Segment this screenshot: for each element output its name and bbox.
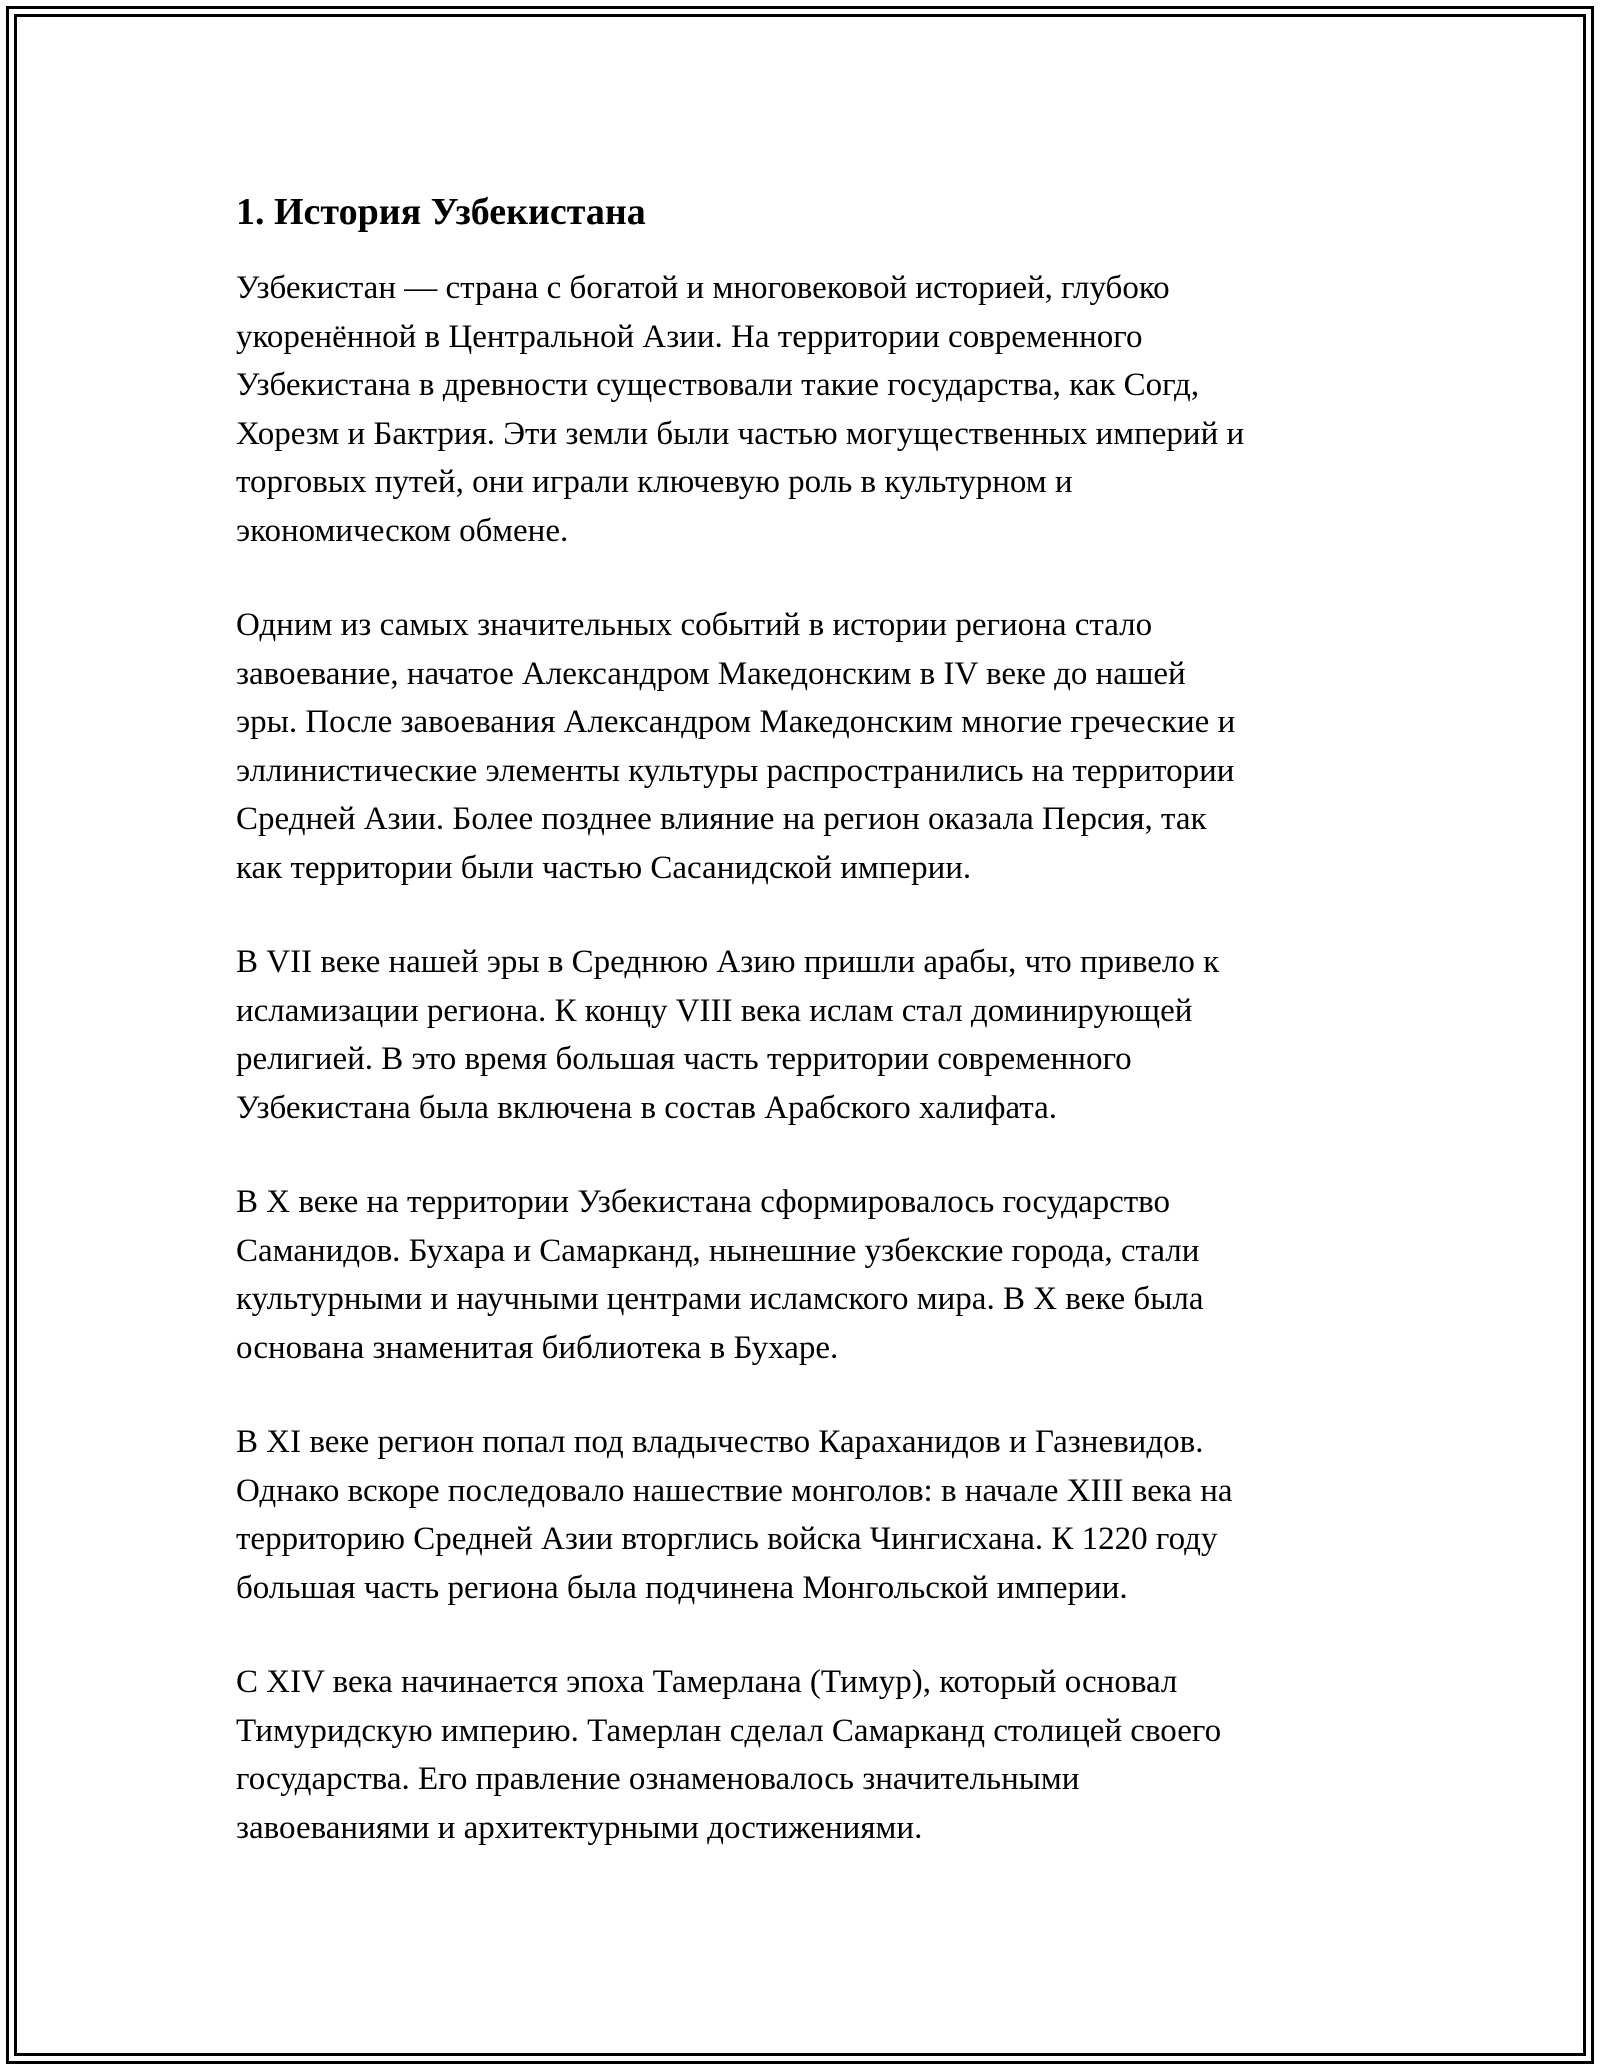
section-heading: 1. История Узбекистана bbox=[236, 191, 646, 233]
text-line: завоевание, начатое Александром Македонским в IV веке до нашей bbox=[236, 655, 1186, 692]
text-line: В X веке на территории Узбекистана сформировалось государство bbox=[236, 1184, 1171, 1220]
text-line: торговых путей, они играли ключевую роль в культурном и bbox=[236, 464, 1073, 500]
text-line: В XI веке регион попал под владычество Караханидов и Газневидов. bbox=[236, 1424, 1204, 1460]
text-line: Тимуридскую империю. Тамерлан сделал Самарканд столицей своего bbox=[236, 1712, 1222, 1749]
text-line: Узбекистан — страна с богатой и многовековой историей, глубоко bbox=[236, 270, 1170, 306]
text-line: завоеваниями и архитектурными достижениями. bbox=[236, 1809, 923, 1846]
text-line: большая часть региона была подчинена Монгольской империи. bbox=[236, 1569, 1128, 1606]
text-line: эры. После завоевания Александром Македонским многие греческие и bbox=[236, 704, 1236, 740]
paragraph-3 bbox=[236, 938, 1396, 1132]
paragraph-2 bbox=[236, 601, 1396, 892]
text-line: как территории были частью Сасанидской империи. bbox=[236, 849, 972, 886]
paragraph-4 bbox=[236, 1178, 1396, 1372]
text-line: В VII веке нашей эры в Среднюю Азию пришли арабы, что привело к bbox=[236, 944, 1220, 980]
text-line: Узбекистана в древности существовали такие государства, как Согд, bbox=[236, 367, 1200, 403]
text-line: С XIV века начинается эпоха Тамерлана (Тимур), который основал bbox=[236, 1664, 1178, 1700]
text-line: экономическом обмене. bbox=[236, 512, 569, 549]
text-line: эллинистические элементы культуры распространились на территории bbox=[236, 752, 1235, 789]
paragraph-1 bbox=[236, 264, 1396, 555]
text-line: основана знаменитая библиотека в Бухаре. bbox=[236, 1329, 839, 1366]
paragraph-6 bbox=[236, 1658, 1396, 1852]
text-line: территорию Средней Азии вторглись войска Чингисхана. К 1220 году bbox=[236, 1521, 1218, 1557]
text-line: Хорезм и Бактрия. Эти земли были частью могущественных империй и bbox=[236, 415, 1245, 452]
text-line: Средней Азии. Более позднее влияние на регион оказала Персия, так bbox=[236, 801, 1207, 837]
document-body bbox=[236, 186, 1396, 1898]
text-line: Саманидов. Бухара и Самарканд, нынешние узбекские города, стали bbox=[236, 1232, 1200, 1269]
text-line: государства. Его правление ознаменовалось значительными bbox=[236, 1761, 1080, 1797]
text-line: Однако вскоре последовало нашествие монголов: в начале XIII века на bbox=[236, 1472, 1233, 1509]
text-line: Узбекистана была включена в состав Арабского халифата. bbox=[236, 1089, 1057, 1126]
text-line: Одним из самых значительных событий в истории региона стало bbox=[236, 607, 1153, 643]
text-line: укоренённой в Центральной Азии. На территории современного bbox=[236, 318, 1143, 355]
text-line: религией. В это время большая часть территории современного bbox=[236, 1041, 1132, 1077]
text-line: исламизации региона. К концу VIII века ислам стал доминирующей bbox=[236, 992, 1193, 1029]
text-line: культурными и научными центрами исламского мира. В X веке была bbox=[236, 1281, 1204, 1317]
paragraph-5 bbox=[236, 1418, 1396, 1612]
